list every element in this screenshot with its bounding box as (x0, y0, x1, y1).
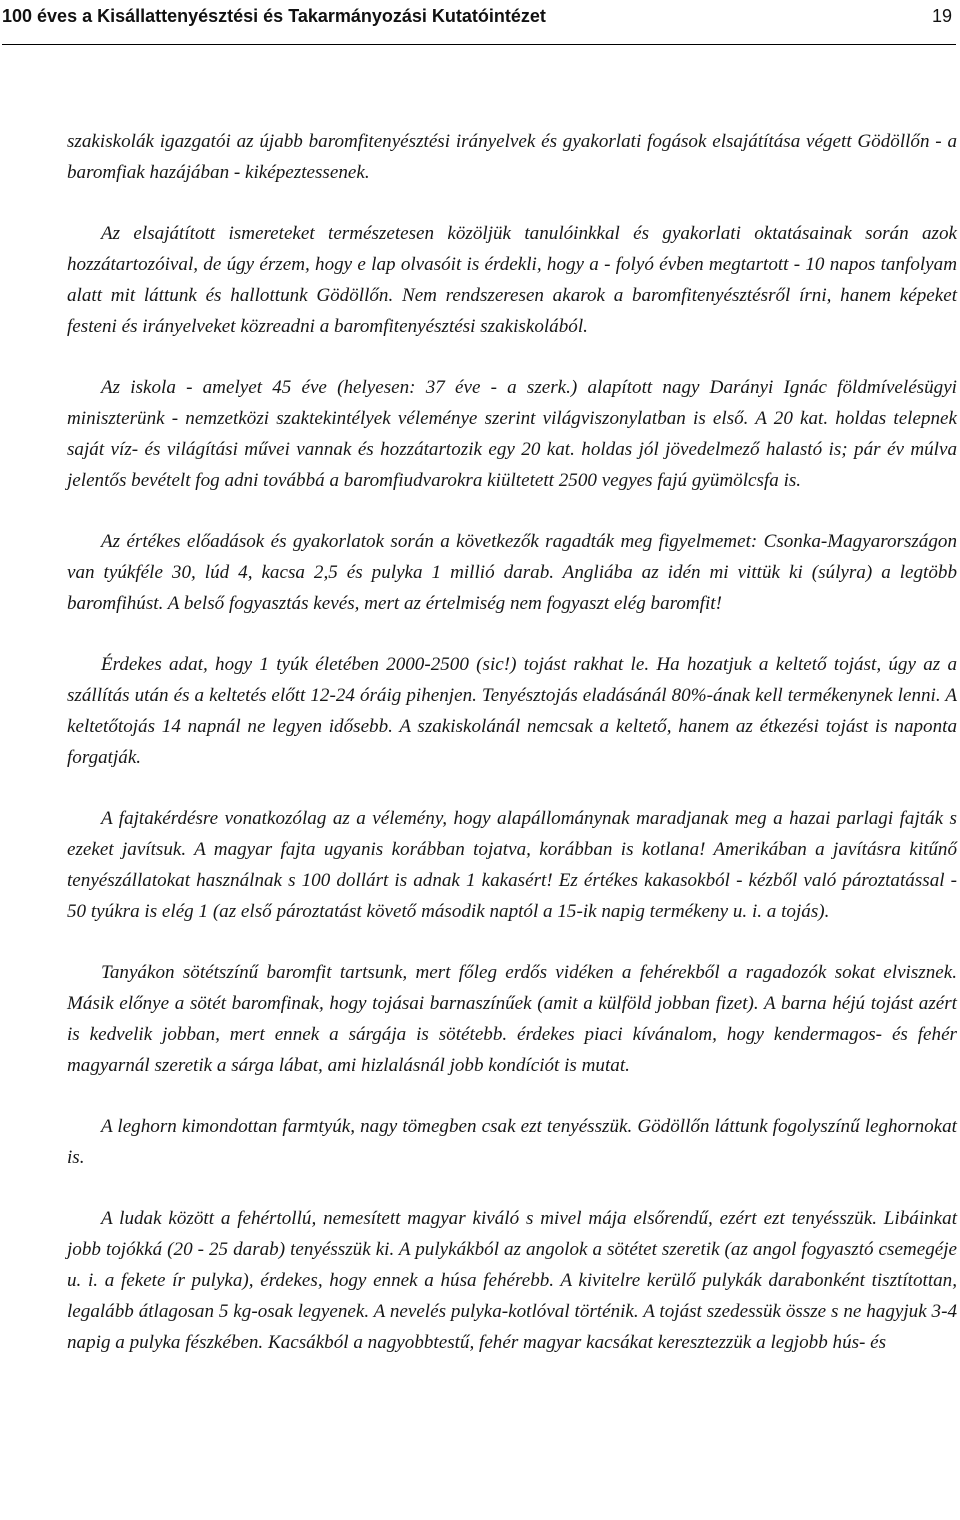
paragraph-lectures: Az értékes előadások és gyakorlatok során a következők ragadták meg figyelmemet: Csonka-Magyarországon van tyúkféle 30, lúd 4, kacsa 2,5 és pulyka 1 millió darab. Angliába az idén mi vittük ki (súlyra) a legtöbb baromfihúst. A belső fogyasztás kevés, mert az értelmiség nem fogyaszt elég baromfit! (67, 531, 957, 614)
paragraph-knowledge-sharing: Az elsajátított ismereteket természetesen közöljük tanulóinkkal és gyakorlati oktatásainak során azok hozzátartozóival, de úgy érzem, hogy e lap olvasóit is érdekli, hogy a - folyó évben megtartott - 10 napos tanfolyam alatt mit láttunk és hallottunk Gödöllőn. Nem rendszeresen akarok a baromfitenyésztésről írni, hanem képeket festeni és irányelveket közreadni a baromfitenyésztési szakiskolából. (67, 223, 957, 337)
paragraph-eggs: Érdekes adat, hogy 1 tyúk életében 2000-2500 (sic!) tojást rakhat le. Ha hozatjuk a keltető tojást, úgy az a szállítás után és a keltetés előtt 12-24 óráig pihenjen. Tenyésztojás eladásánál 80%-ának kell termékenynek lenni. A keltetőtojás 14 napnál ne legyen idősebb. A szakiskolánál nemcsak a keltető, hanem az étkezési tojást is naponta forgatják. (67, 654, 957, 768)
paragraph-dark-poultry: Tanyákon sötétszínű baromfit tartsunk, mert főleg erdős vidéken a fehérekből a ragadozók sokat elvisznek. Másik előnye a sötét baromfinak, hogy tojásai barnaszínűek (amit a külföld jobban fizet). A barna héjú tojást azért is kedvelik jobban, mert ennek a sárgája is sötétebb. érdekes piaci kívánalom, hogy kendermagos- és fehér magyarnál szeretik a sárga lábat, ami hizlalásnál jobb kondíciót is mutat. (67, 962, 957, 1076)
page-number: 19 (931, 6, 952, 26)
header-title: 100 éves a Kisállattenyésztési és Takarmányozási Kutatóintézet (2, 6, 546, 26)
paragraph-breeds: A fajtakérdésre vonatkozólag az a vélemény, hogy alapállománynak maradjanak meg a hazai parlagi fajták s ezeket javítsuk. A magyar fajta ugyanis korábban tojatva, korábban is kotlana! Amerikában a javításra kitűnő tenyészállatokat használnak s 100 dollárt is adnak 1 kakasért! Ez értékes kakasokból - kézből való pároztatással - 50 tyúkra is elég 1 (az első pároztatást követő második naptól a 15-ik napig termékeny u. i. a tojás). (67, 808, 957, 922)
paragraph-continuation: szakiskolák igazgatói az újabb baromfitenyésztési irányelvek és gyakorlati fogások elsajátítása végett Gödöllőn - a baromfiak hazájában - kiképeztessenek. (67, 131, 957, 183)
paragraph-geese-turkeys: A ludak között a fehértollú, nemesített magyar kiváló s mivel mája elsőrendű, ezért ezt tenyésszük. Libáinkat jobb tojókká (20 - 25 darab) tenyésszük ki. A pulykákból az angolok a sötétet szeretik (az angol fogyasztó csemegéje u. i. a fekete ír pulyka), érdekes, hogy ennek a húsa fehérebb. A kivitelre kerülő pulykák darabonként tisztítottan, legalább átlagosan 5 kg-osak legyenek. A nevelés pulyka-kotlóval történik. A tojást szedessük össze s ne hagyjuk 3-4 napig a pulyka fészkében. Kacsákból a nagyobbtestű, fehér magyar kacsákat keresztezzük a legjobb hús- és (67, 1208, 957, 1353)
paragraph-leghorn: A leghorn kimondottan farmtyúk, nagy tömegben csak ezt tenyésszük. Gödöllőn láttunk fogolyszínű leghornokat is. (67, 1116, 957, 1168)
paragraph-school: Az iskola - amelyet 45 éve (helyesen: 37 éve - a szerk.) alapított nagy Darányi Ignác földmívelésügyi miniszterünk - nemzetközi szaktekintélyek véleménye szerint világviszonylatban is első. A 20 kat. holdas telepnek saját víz- és világítási művei vannak és hozzátartozik egy 20 kat. holdas jól jövedelmező halastó is; pár év múlva jelentős bevételt fog adni továbbá a baromfiudvarokra kiültetett 2500 vegyes fajú gyümölcsfa is. (67, 377, 957, 491)
article-body (67, 126, 957, 1388)
running-header (2, 0, 956, 45)
